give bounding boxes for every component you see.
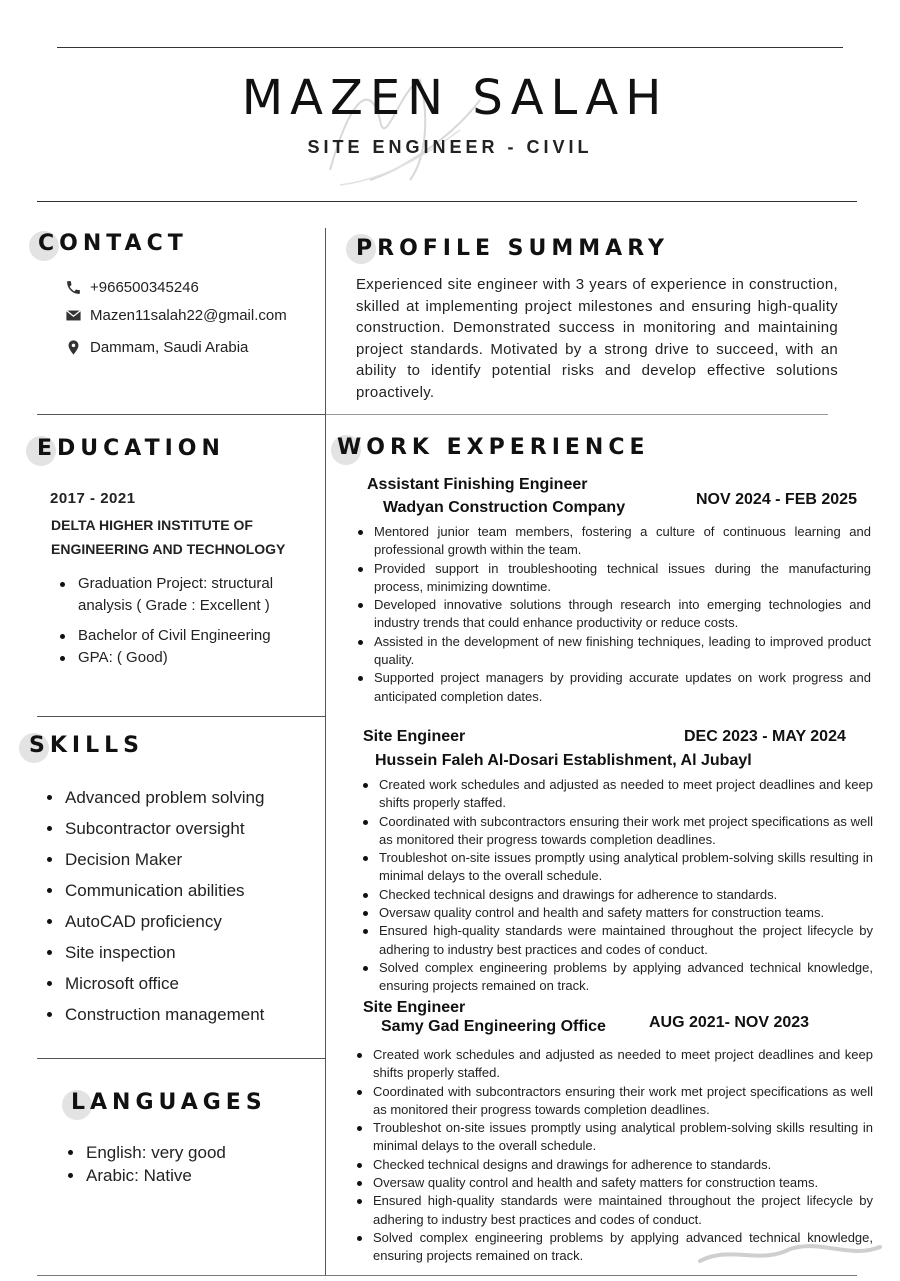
column-divider	[325, 228, 326, 1275]
list-item: Communication abilities	[39, 881, 309, 912]
list-item: Created work schedules and adjusted as needed to meet project deadlines and keep shifts properly staffed.	[354, 1046, 873, 1083]
list-item: Troubleshot on-site issues promptly using analytical problem-solving skills resulting in minimal delays to the overall schedule.	[354, 1119, 873, 1156]
candidate-title: SITE ENGINEER - CIVIL	[307, 137, 593, 157]
list-item: Ensured high-quality standards were maintained throughout the project lifecycle by adhering to industry best practices and codes of conduct.	[354, 1192, 873, 1229]
education-school-line2: ENGINEERING AND TECHNOLOGY	[51, 541, 286, 557]
list-item: Oversaw quality control and health and safety matters for construction teams.	[360, 904, 873, 922]
contact-email	[65, 307, 287, 324]
site-logo-watermark	[690, 1235, 890, 1271]
list-item: Supported project managers by providing accurate updates on work progress and anticipated completion dates.	[355, 669, 871, 706]
list-item: Subcontractor oversight	[39, 819, 309, 850]
job-2-role: Site Engineer	[363, 728, 466, 745]
top-rule	[57, 47, 843, 48]
job-2-company: Hussein Faleh Al-Dosari Establishment, Al Jubayl	[375, 752, 752, 769]
list-item: Solved complex engineering problems by applying advanced technical knowledge, ensuring projects remained on track.	[354, 1229, 873, 1266]
list-item: Troubleshot on-site issues promptly using analytical problem-solving skills resulting in minimal delays to the overall schedule.	[360, 849, 873, 886]
skills-bottom-rule	[37, 1058, 325, 1059]
education-heading: EDUCATION	[37, 436, 225, 461]
education-school-line1: DELTA HIGHER INSTITUTE OF	[51, 517, 253, 533]
job-1-role: Assistant Finishing Engineer	[367, 476, 588, 493]
job-3-dates: AUG 2021- NOV 2023	[649, 1014, 810, 1031]
list-item: Created work schedules and adjusted as needed to meet project deadlines and keep shifts properly staffed.	[360, 776, 873, 813]
phone-number: +966500345246	[90, 279, 199, 296]
list-item: Assisted in the development of new finishing techniques, leading to improved product quality.	[355, 633, 871, 670]
languages-list	[60, 1141, 300, 1187]
education-bottom-rule	[37, 716, 325, 717]
list-item: Arabic: Native	[60, 1164, 300, 1187]
list-item: Coordinated with subcontractors ensuring their work met project specifications as well as monitored their progress towards completion deadlines.	[360, 813, 873, 850]
languages-heading: LANGUAGES	[71, 1090, 267, 1115]
list-item: Mentored junior team members, fostering a culture of continuous learning and professional growth within the team.	[355, 523, 871, 560]
location-pin-icon	[65, 339, 82, 356]
job-1-company: Wadyan Construction Company	[383, 499, 626, 516]
skills-list	[39, 788, 309, 1036]
candidate-name: MAZEN SALAH	[241, 70, 669, 126]
list-item: Construction management	[39, 1005, 309, 1036]
job-3-bullets	[354, 1046, 873, 1266]
list-item: Coordinated with subcontractors ensuring their work met project specifications as well as monitored their progress towards completion deadlines.	[354, 1083, 873, 1120]
education-details	[52, 573, 307, 669]
list-item: English: very good	[60, 1141, 300, 1164]
list-item: Bachelor of Civil Engineering	[52, 625, 307, 647]
job-3-role: Site Engineer	[363, 999, 466, 1016]
list-item: AutoCAD proficiency	[39, 912, 309, 943]
header-bottom-rule	[37, 201, 857, 202]
list-item: Developed innovative solutions through research into emerging technologies and industry trends that could enhance productivity or reduce costs.	[355, 596, 871, 633]
contact-bottom-rule	[37, 414, 325, 415]
list-item: Provided support in troubleshooting technical issues during the manufacturing process, minimizing downtime.	[355, 560, 871, 597]
mail-icon	[65, 307, 82, 324]
list-item: GPA: ( Good)	[52, 647, 307, 669]
contact-heading: CONTACT	[38, 231, 188, 256]
job-2-dates: DEC 2023 - MAY 2024	[684, 728, 846, 745]
list-item: Microsoft office	[39, 974, 309, 1005]
list-item: Graduation Project: structural analysis ( Grade : Excellent )	[52, 573, 307, 617]
profile-text: Experienced site engineer with 3 years of experience in construction, skilled at implementing project milestones and ensuring high-quality construction. Demonstrated success in monitoring and maintaining project standards. Motivated by a strong drive to succeed, with an ability to identify potential risks and develop effective solutions proactively.	[356, 276, 838, 401]
list-item: Ensured high-quality standards were maintained throughout the project lifecycle by adhering to industry best practices and codes of conduct.	[360, 922, 873, 959]
work-heading: WORK EXPERIENCE	[337, 435, 650, 460]
list-item: Oversaw quality control and health and safety matters for construction teams.	[354, 1174, 873, 1192]
job-3-company: Samy Gad Engineering Office	[381, 1018, 606, 1035]
footer-rule	[37, 1275, 857, 1276]
contact-phone	[65, 279, 199, 296]
list-item: Checked technical designs and drawings for adherence to standards.	[360, 886, 873, 904]
email-address: Mazen11salah22@gmail.com	[90, 307, 287, 324]
list-item: Checked technical designs and drawings for adherence to standards.	[354, 1156, 873, 1174]
education-years: 2017 - 2021	[50, 490, 136, 507]
profile-heading: PROFILE SUMMARY	[356, 236, 669, 261]
job-1-bullets	[355, 523, 871, 706]
list-item: Site inspection	[39, 943, 309, 974]
list-item: Advanced problem solving	[39, 788, 309, 819]
location-text: Dammam, Saudi Arabia	[90, 339, 249, 356]
contact-location	[65, 339, 248, 356]
list-item: Solved complex engineering problems by applying advanced technical knowledge, ensuring projects remained on track.	[360, 959, 873, 996]
job-1-dates: NOV 2024 - FEB 2025	[696, 491, 857, 508]
list-item: Decision Maker	[39, 850, 309, 881]
job-2-bullets	[360, 776, 873, 996]
profile-bottom-rule	[326, 414, 828, 415]
phone-icon	[65, 279, 82, 296]
skills-heading: SKILLS	[29, 733, 144, 758]
